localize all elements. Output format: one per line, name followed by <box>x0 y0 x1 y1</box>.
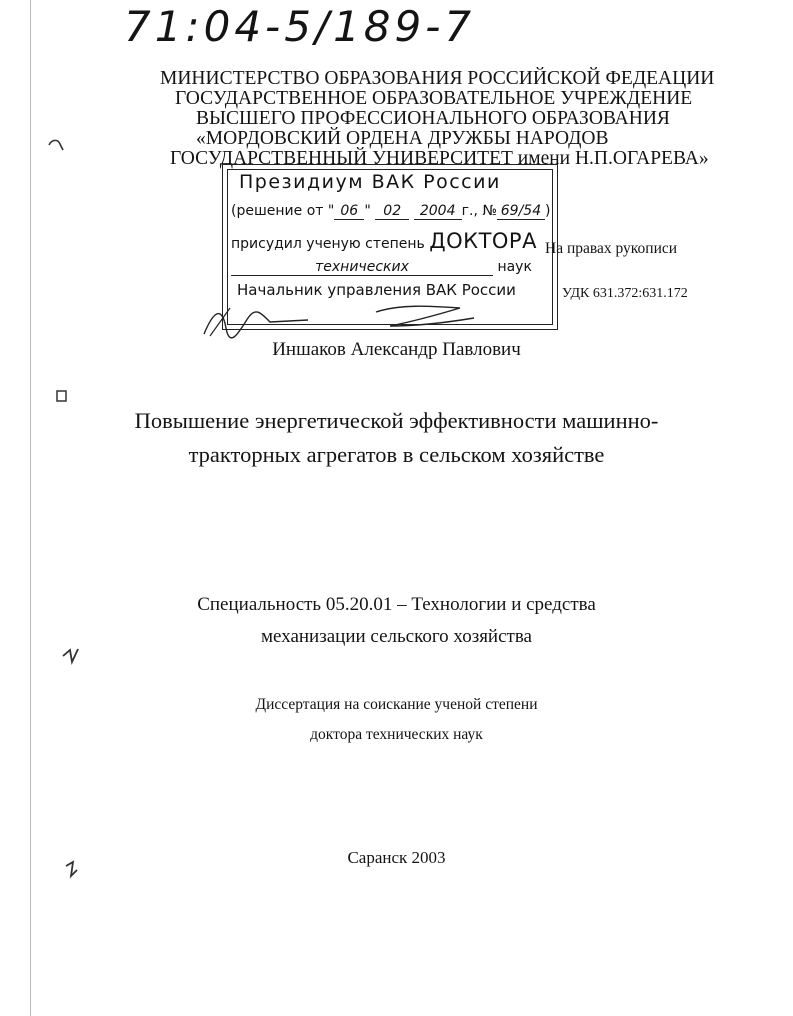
decision-close: ) <box>544 203 551 219</box>
ministry-line-4: «МОРДОВСКИЙ ОРДЕНА ДРУЖБЫ НАРОДОВ <box>196 128 609 149</box>
ministry-line-2: ГОСУДАРСТВЕННОЕ ОБРАЗОВАТЕЛЬНОЕ УЧРЕЖДЕНИЕ <box>175 88 693 109</box>
title-line-2: тракторных агрегатов в сельском хозяйстве <box>188 442 605 467</box>
science-field: технических <box>231 259 493 276</box>
ministry-line-1: МИНИСТЕРСТВО ОБРАЗОВАНИЯ РОССИЙСКОЙ ФЕДЕАЦИИ <box>160 68 715 89</box>
signature-mark <box>200 300 310 340</box>
margin-scan-mark-2 <box>54 388 70 404</box>
archive-number: 71:04-5/189-7 <box>124 2 476 51</box>
author-name: Иншаков Александр Павлович <box>272 339 521 360</box>
stamp-title: Президиум ВАК России <box>239 171 501 193</box>
decision-month: 02 <box>375 203 409 220</box>
city-year: Саранск 2003 <box>347 848 446 867</box>
decision-prefix: (решение от " <box>231 203 335 219</box>
signature-mark-2 <box>370 300 480 334</box>
dissertation-line-2: доктора технических наук <box>310 726 483 743</box>
decision-year: 2004 <box>414 203 462 220</box>
awarded-degree: ДОКТОРА <box>429 229 537 253</box>
udk-code: УДК 631.372:631.172 <box>562 286 688 301</box>
margin-scan-mark-4 <box>62 858 82 880</box>
specialty-line-1: Специальность 05.20.01 – Технологии и средства <box>197 594 596 615</box>
margin-scan-mark-3 <box>60 646 82 666</box>
dissertation-title <box>0 404 793 472</box>
dissertation-line-1: Диссертация на соискание ученой степени <box>255 696 538 713</box>
title-line-1: Повышение энергетической эффективности машинно- <box>134 408 659 433</box>
science-suffix: наук <box>497 259 532 275</box>
decision-quote: " <box>364 203 371 219</box>
manuscript-note: На правах рукописи <box>545 240 678 257</box>
decision-day: 06 <box>334 203 364 220</box>
margin-scan-mark-1 <box>46 136 66 154</box>
dissertation-note <box>0 690 793 750</box>
stamp-head: Начальник управления ВАК России <box>237 281 516 299</box>
decision-year-suffix: г., № <box>461 203 497 219</box>
stamp-awarded <box>231 229 537 253</box>
specialty-line-2: механизации сельского хозяйства <box>260 626 532 647</box>
awarded-prefix: присудил ученую степень <box>231 236 425 252</box>
stamp-decision <box>231 203 550 220</box>
specialty <box>0 589 793 653</box>
ministry-line-3: ВЫСШЕГО ПРОФЕССИОНАЛЬНОГО ОБРАЗОВАНИЯ <box>196 108 670 129</box>
ministry-line-5: ГОСУДАРСТВЕННЫЙ УНИВЕРСИТЕТ имени Н.П.ОГАРЕВА» <box>170 148 709 169</box>
decision-number: 69/54 <box>497 203 545 220</box>
stamp-science <box>231 259 532 276</box>
